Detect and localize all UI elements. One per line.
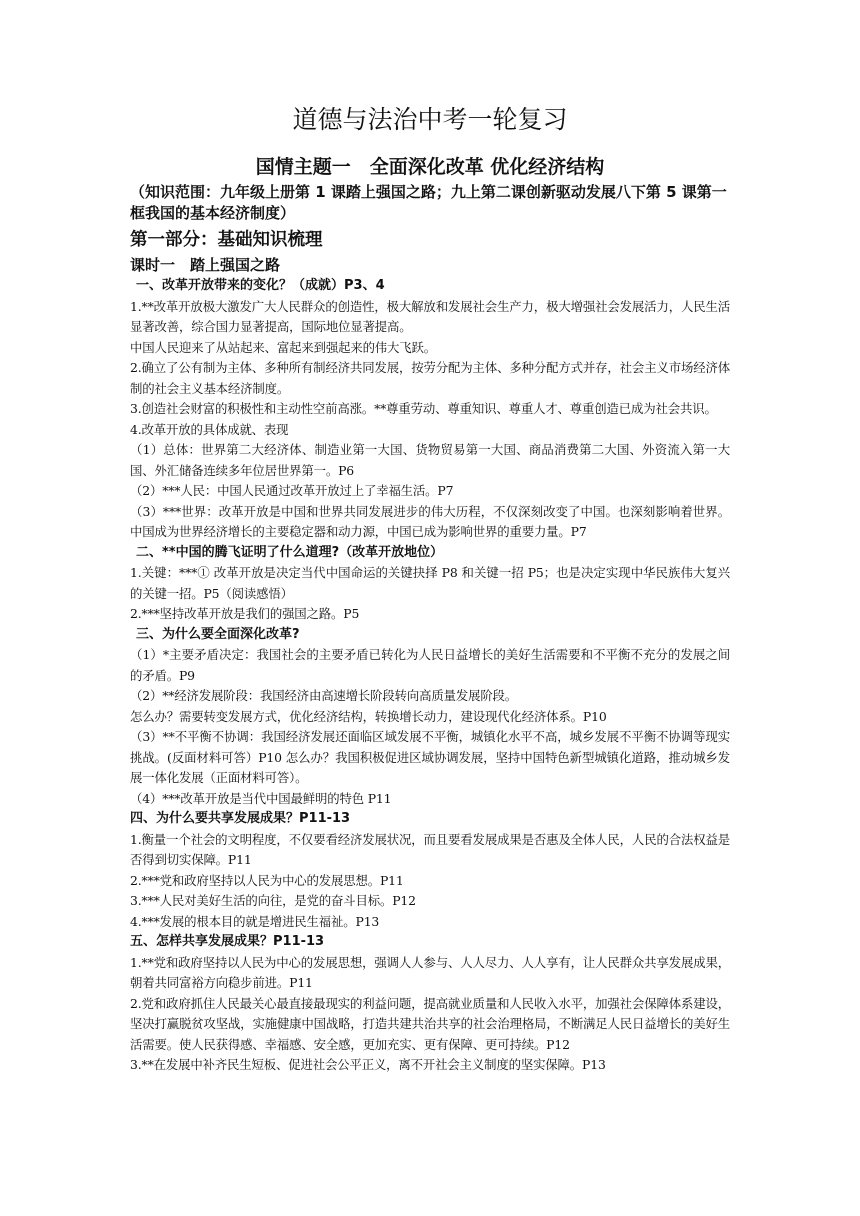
paragraph: （3）**不平衡不协调：我国经济发展还面临区域发展不平衡，城镇化水平不高，城乡发展不平衡不协调等现实挑战。(反面材料可答）P10 怎么办？我国积极促进区域协调发展，坚持中国特色新型城镇化道路，推动城乡发展一体化发展（正面材料可答）。 [130,729,730,785]
paragraph: 1.**改革开放极大激发广大人民群众的创造性，极大解放和发展社会生产力，极大增强社会发展活力，人民生活显著改善，综合国力显著提高，国际地位显著提高。 [130,298,730,334]
document-title: 道德与法治中考一轮复习 [292,105,568,134]
paragraph: 3.***人民对美好生活的向往，是党的奋斗目标。P12 [130,893,416,908]
section-heading: 一、改革开放带来的变化？（成就）P3、4 [136,278,385,293]
paragraph: （3）***世界：改革开放是中国和世界共同发展进步的伟大历程，不仅深刻改变了中国。也深刻影响着世界。中国成为世界经济增长的主要稳定器和动力源，中国已成为影响世界的重要力量。P7 [130,503,730,539]
part-heading: 第一部分：基础知识梳理 [130,230,323,250]
section-heading: 二、**中国的腾飞证明了什么道理?（改革开放地位） [136,544,444,560]
paragraph: 1.关键：***① 改革开放是决定当代中国命运的关键抉择 P8 和关键一招 P5；也是决定实现中华民族伟大复兴的关键一招。P5（阅读感悟） [130,565,730,601]
paragraph: （1）总体：世界第二大经济体、制造业第一大国、货物贸易第一大国、商品消费第二大国、外资流入第一大国、外汇储备连续多年位居世界第一。P6 [130,442,730,478]
paragraph: （4）***改革开放是当代中国最鲜明的特色 P11 [130,790,392,806]
paragraph: 3.**在发展中补齐民生短板、促进社会公平正义，离不开社会主义制度的坚实保障。P13 [130,1057,606,1072]
document-page [130,100,730,1076]
paragraph: 2.***党和政府坚持以人民为中心的发展思想。P11 [130,872,404,888]
paragraph: 怎么办？需要转变发展方式，优化经济结构，转换增长动力，建设现代化经济体系。P10 [130,708,607,724]
paragraph: 2.党和政府抓住人民最关心最直接最现实的利益问题，提高就业质量和人民收入水平，加强社会保障体系建设，坚决打赢脱贫攻坚战，实施健康中国战略，打造共建共治共享的社会治理格局，不断满足人民日益增长的美好生活需要。使人民获得感、幸福感、安全感，更加充实、更有保障、更可持续。P12 [130,995,730,1052]
paragraph: （1）*主要矛盾决定：我国社会的主要矛盾已转化为人民日益增长的美好生活需要和不平衡不充分的发展之间的矛盾。P9 [130,647,730,683]
knowledge-scope: （知识范围：九年级上册第 1 课踏上强国之路；九上第二课创新驱动发展八下第 5 课第一框我国的基本经济制度） [130,183,727,222]
paragraph: 1.**党和政府坚持以人民为中心的发展思想，强调人人参与、人人尽力、人人享有，让人民群众共享发展成果，朝着共同富裕方向稳步前进。P11 [130,954,730,990]
section-heading: 五、怎样共享发展成果？P11-13 [130,934,325,949]
paragraph: 2.确立了公有制为主体、多种所有制经济共同发展，按劳分配为主体、多种分配方式并存，社会主义市场经济体制的社会主义基本经济制度。 [130,360,730,396]
paragraph: 1.衡量一个社会的文明程度，不仅要看经济发展状况，而且要看发展成果是否惠及全体人民，人民的合法权益是否得到切实保障。P11 [130,831,730,867]
section-heading: 三、为什么要全面深化改革? [136,626,300,642]
paragraph: 4.改革开放的具体成就、表现 [130,421,289,437]
paragraph: （2）***人民：中国人民通过改革开放过上了幸福生活。P7 [130,483,454,498]
paragraph: 3.创造社会财富的积极性和主动性空前高涨。**尊重劳动、尊重知识、尊重人才、尊重创造已成为社会共识。 [130,401,717,416]
document-body [130,276,730,1076]
section-heading: 四、为什么要共享发展成果？P11-13 [130,811,351,826]
paragraph: 4.***发展的根本目的就是增进民生福祉。P13 [130,913,380,929]
paragraph: 中国人民迎来了从站起来、富起来到强起来的伟大飞跃。 [130,339,437,355]
paragraph: 2.***坚持改革开放是我们的强国之路。P5 [130,606,360,621]
theme-subtitle: 国情主题一 全面深化改革 优化经济结构 [255,156,605,178]
paragraph: （2）**经济发展阶段：我国经济由高速增长阶段转向高质量发展阶段。 [130,688,518,703]
lesson-heading: 课时一 踏上强国之路 [130,256,281,274]
